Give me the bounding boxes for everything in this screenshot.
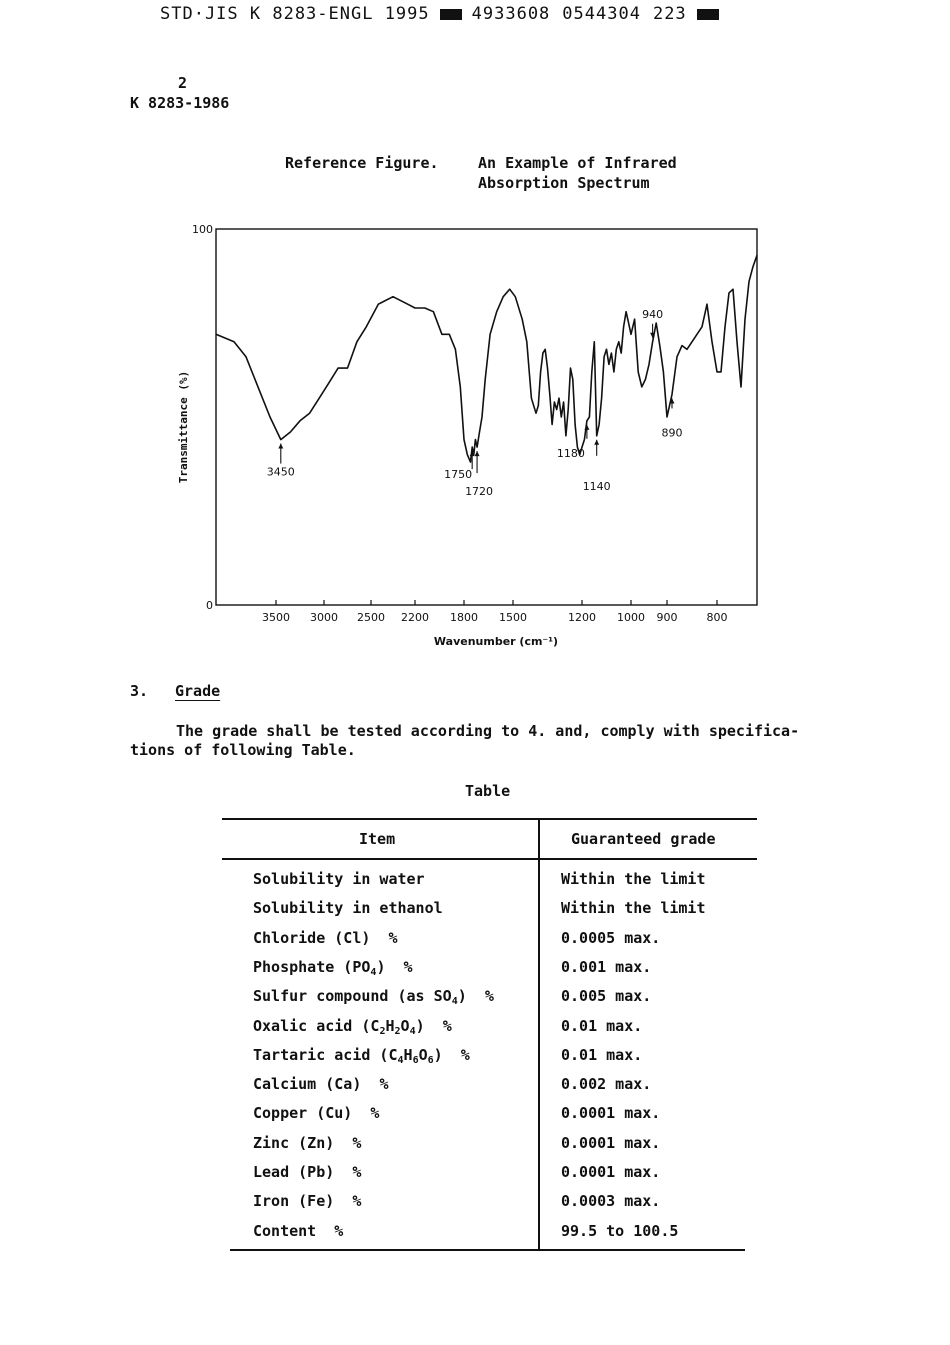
section-number: 3. <box>130 682 149 700</box>
x-tick-label: 800 <box>706 611 728 624</box>
peak-arrow-head <box>475 451 480 456</box>
item-text: H <box>385 1016 395 1035</box>
peak-label: 3450 <box>266 465 295 479</box>
table-row <box>222 929 757 958</box>
section-title: Grade <box>175 682 221 700</box>
table-cell-item <box>253 1075 388 1093</box>
x-tick-label: 3000 <box>310 611 338 624</box>
header-prefix: STD·JIS K 8283-ENGL 1995 <box>160 4 430 24</box>
ir-spectrum-chart <box>165 215 775 655</box>
table-row <box>222 958 757 987</box>
page-number: 2 <box>178 74 188 92</box>
item-spacer <box>334 1163 352 1181</box>
table-row <box>222 987 757 1016</box>
table-cell-grade: 0.005 max. <box>561 987 652 1006</box>
standard-code: K 8283-1986 <box>130 94 230 112</box>
header-code-3: 223 <box>652 4 687 24</box>
figure-caption <box>285 154 677 192</box>
x-tick-label: 2500 <box>357 611 385 624</box>
item-text: % <box>370 1104 380 1123</box>
item-text: % <box>352 1133 362 1152</box>
item-text: % <box>460 1045 470 1064</box>
item-text: % <box>334 1221 344 1240</box>
item-text: Tartaric acid (C <box>253 1045 398 1064</box>
y-axis-label: Transmittance (%) <box>177 370 190 484</box>
peak-annotation <box>662 398 683 439</box>
figure-caption-line1: An Example of Infrared <box>478 154 677 172</box>
figure-caption-line2: Absorption Spectrum <box>478 174 650 192</box>
table-cell-item <box>253 1134 361 1152</box>
formula-subscript: 6 <box>427 1054 434 1066</box>
item-text: % <box>484 987 494 1006</box>
item-text: ) <box>376 957 386 976</box>
table-row <box>222 1163 757 1192</box>
x-axis-ticks <box>262 600 728 624</box>
header-block-mark <box>697 9 719 20</box>
table-cell-grade: Within the limit <box>561 899 706 918</box>
x-tick-label: 3500 <box>262 611 290 624</box>
peak-label: 1750 <box>444 468 473 482</box>
table-row <box>222 899 757 928</box>
item-text: Solubility in water <box>253 870 425 888</box>
x-tick-label: 2200 <box>401 611 429 624</box>
item-text: ) <box>433 1045 443 1064</box>
peak-annotation <box>583 440 611 493</box>
item-text: H <box>403 1045 413 1064</box>
item-spacer <box>370 929 388 947</box>
item-text: ) <box>415 1016 425 1035</box>
formula-subscript: 6 <box>412 1054 419 1066</box>
plot-border <box>216 229 757 605</box>
item-text: Chloride (Cl) <box>253 928 371 947</box>
item-spacer <box>334 1192 352 1210</box>
header-code-1: 4933608 <box>471 4 551 24</box>
item-text: % <box>352 1163 362 1181</box>
item-text: Oxalic acid (C <box>253 1016 380 1035</box>
table-cell-item <box>253 1017 452 1035</box>
x-tick-label: 900 <box>656 611 678 624</box>
item-text: Iron (Fe) <box>253 1192 335 1211</box>
x-tick-label: 1500 <box>499 611 527 624</box>
table-row <box>222 1104 757 1133</box>
table-row <box>222 1192 757 1221</box>
peak-arrow-head <box>594 440 599 445</box>
table-row <box>222 1017 757 1046</box>
item-text: O <box>418 1045 428 1064</box>
y-tick-label: 0 <box>206 599 213 612</box>
figure-caption-label: Reference Figure. <box>285 154 439 172</box>
peak-annotation <box>557 425 590 460</box>
table-header-item: Item <box>359 830 396 848</box>
item-spacer <box>467 987 485 1005</box>
item-text: Zinc (Zn) <box>253 1133 335 1152</box>
table-cell-grade: 0.0003 max. <box>561 1192 661 1211</box>
peak-label: 1180 <box>556 446 585 460</box>
peak-label: 890 <box>661 426 683 440</box>
table-cell-item <box>253 1046 470 1064</box>
item-text: Sulfur compound (as SO <box>253 987 452 1006</box>
section-heading <box>130 682 221 700</box>
chart-frame <box>216 229 757 605</box>
peak-arrow-head <box>584 425 589 430</box>
item-spacer <box>361 1075 379 1093</box>
peak-annotation <box>444 451 475 481</box>
section-paragraph-line-1: The grade shall be tested according to 4. and, comply with specifica- <box>176 722 800 740</box>
table-cell-item <box>253 1192 361 1210</box>
table-row <box>222 1075 757 1104</box>
table-cell-grade: 0.0001 max. <box>561 1104 661 1123</box>
peak-annotation <box>642 308 663 338</box>
peak-annotation <box>267 444 295 479</box>
item-spacer <box>443 1046 461 1064</box>
y-tick-label: 100 <box>192 223 213 236</box>
grade-spec-table <box>222 818 757 1253</box>
item-text: Content <box>253 1221 317 1240</box>
item-text: % <box>403 957 413 976</box>
formula-subscript: 4 <box>451 996 458 1008</box>
table-cell-grade: 99.5 to 100.5 <box>561 1221 679 1240</box>
table-title: Table <box>465 782 511 800</box>
table-cell-item <box>253 929 398 947</box>
table-cell-grade: 0.0001 max. <box>561 1133 661 1152</box>
item-text: % <box>388 928 398 947</box>
table-row <box>222 1222 757 1251</box>
item-text: Solubility in ethanol <box>253 899 443 918</box>
header-block-mark <box>440 9 462 20</box>
peak-arrow-head <box>278 444 283 449</box>
table-cell-item <box>253 958 413 976</box>
x-axis-label: Wavenumber (cm⁻¹) <box>433 635 559 648</box>
x-tick-label: 1200 <box>568 611 596 624</box>
table-top-rule <box>222 818 757 820</box>
x-tick-label: 1000 <box>617 611 645 624</box>
formula-subscript: 2 <box>379 1025 386 1037</box>
table-cell-item <box>253 1104 379 1122</box>
peak-label: 1720 <box>465 485 494 499</box>
table-cell-grade: 0.001 max. <box>561 957 652 976</box>
item-text: Copper (Cu) <box>253 1104 353 1123</box>
item-text: Calcium (Ca) <box>253 1075 362 1094</box>
item-spacer <box>425 1017 443 1035</box>
item-text: ) <box>457 987 467 1006</box>
item-spacer <box>385 958 403 976</box>
table-cell-grade: 0.01 max. <box>561 1045 643 1064</box>
table-cell-grade: 0.01 max. <box>561 1016 643 1035</box>
table-cell-grade: 0.0001 max. <box>561 1163 661 1181</box>
peak-annotations <box>267 308 683 498</box>
x-tick-label: 1800 <box>450 611 478 624</box>
table-cell-item <box>253 870 425 888</box>
item-text: O <box>400 1016 410 1035</box>
peak-label: 1140 <box>582 479 611 493</box>
table-header-grade: Guaranteed grade <box>571 830 716 848</box>
table-row <box>222 1134 757 1163</box>
table-row <box>222 1046 757 1075</box>
table-cell-item <box>253 987 494 1008</box>
table-cell-grade: Within the limit <box>561 870 706 888</box>
section-paragraph-line-2: tions of following Table. <box>130 741 356 759</box>
formula-subscript: 4 <box>409 1025 416 1037</box>
y-axis-ticks <box>192 223 213 612</box>
table-cell-item <box>253 1163 361 1181</box>
header-code-2: 0544304 <box>562 4 641 24</box>
peak-label: 940 <box>642 307 664 321</box>
document-header-strip <box>160 4 729 24</box>
table-cell-item <box>253 899 443 917</box>
item-spacer <box>352 1104 370 1122</box>
item-text: % <box>352 1192 362 1211</box>
item-text: Lead (Pb) <box>253 1163 335 1181</box>
formula-subscript: 4 <box>397 1054 404 1066</box>
item-spacer <box>316 1222 334 1240</box>
table-header-rule <box>222 858 757 860</box>
table-cell-grade: 0.0005 max. <box>561 928 661 947</box>
table-cell-item <box>253 1222 343 1240</box>
formula-subscript: 4 <box>370 966 377 978</box>
item-text: % <box>442 1016 452 1035</box>
item-text: % <box>379 1075 389 1094</box>
table-cell-grade: 0.002 max. <box>561 1075 652 1094</box>
item-spacer <box>334 1134 352 1152</box>
formula-subscript: 2 <box>394 1025 401 1037</box>
table-row <box>222 870 757 899</box>
item-text: Phosphate (PO <box>253 957 371 976</box>
